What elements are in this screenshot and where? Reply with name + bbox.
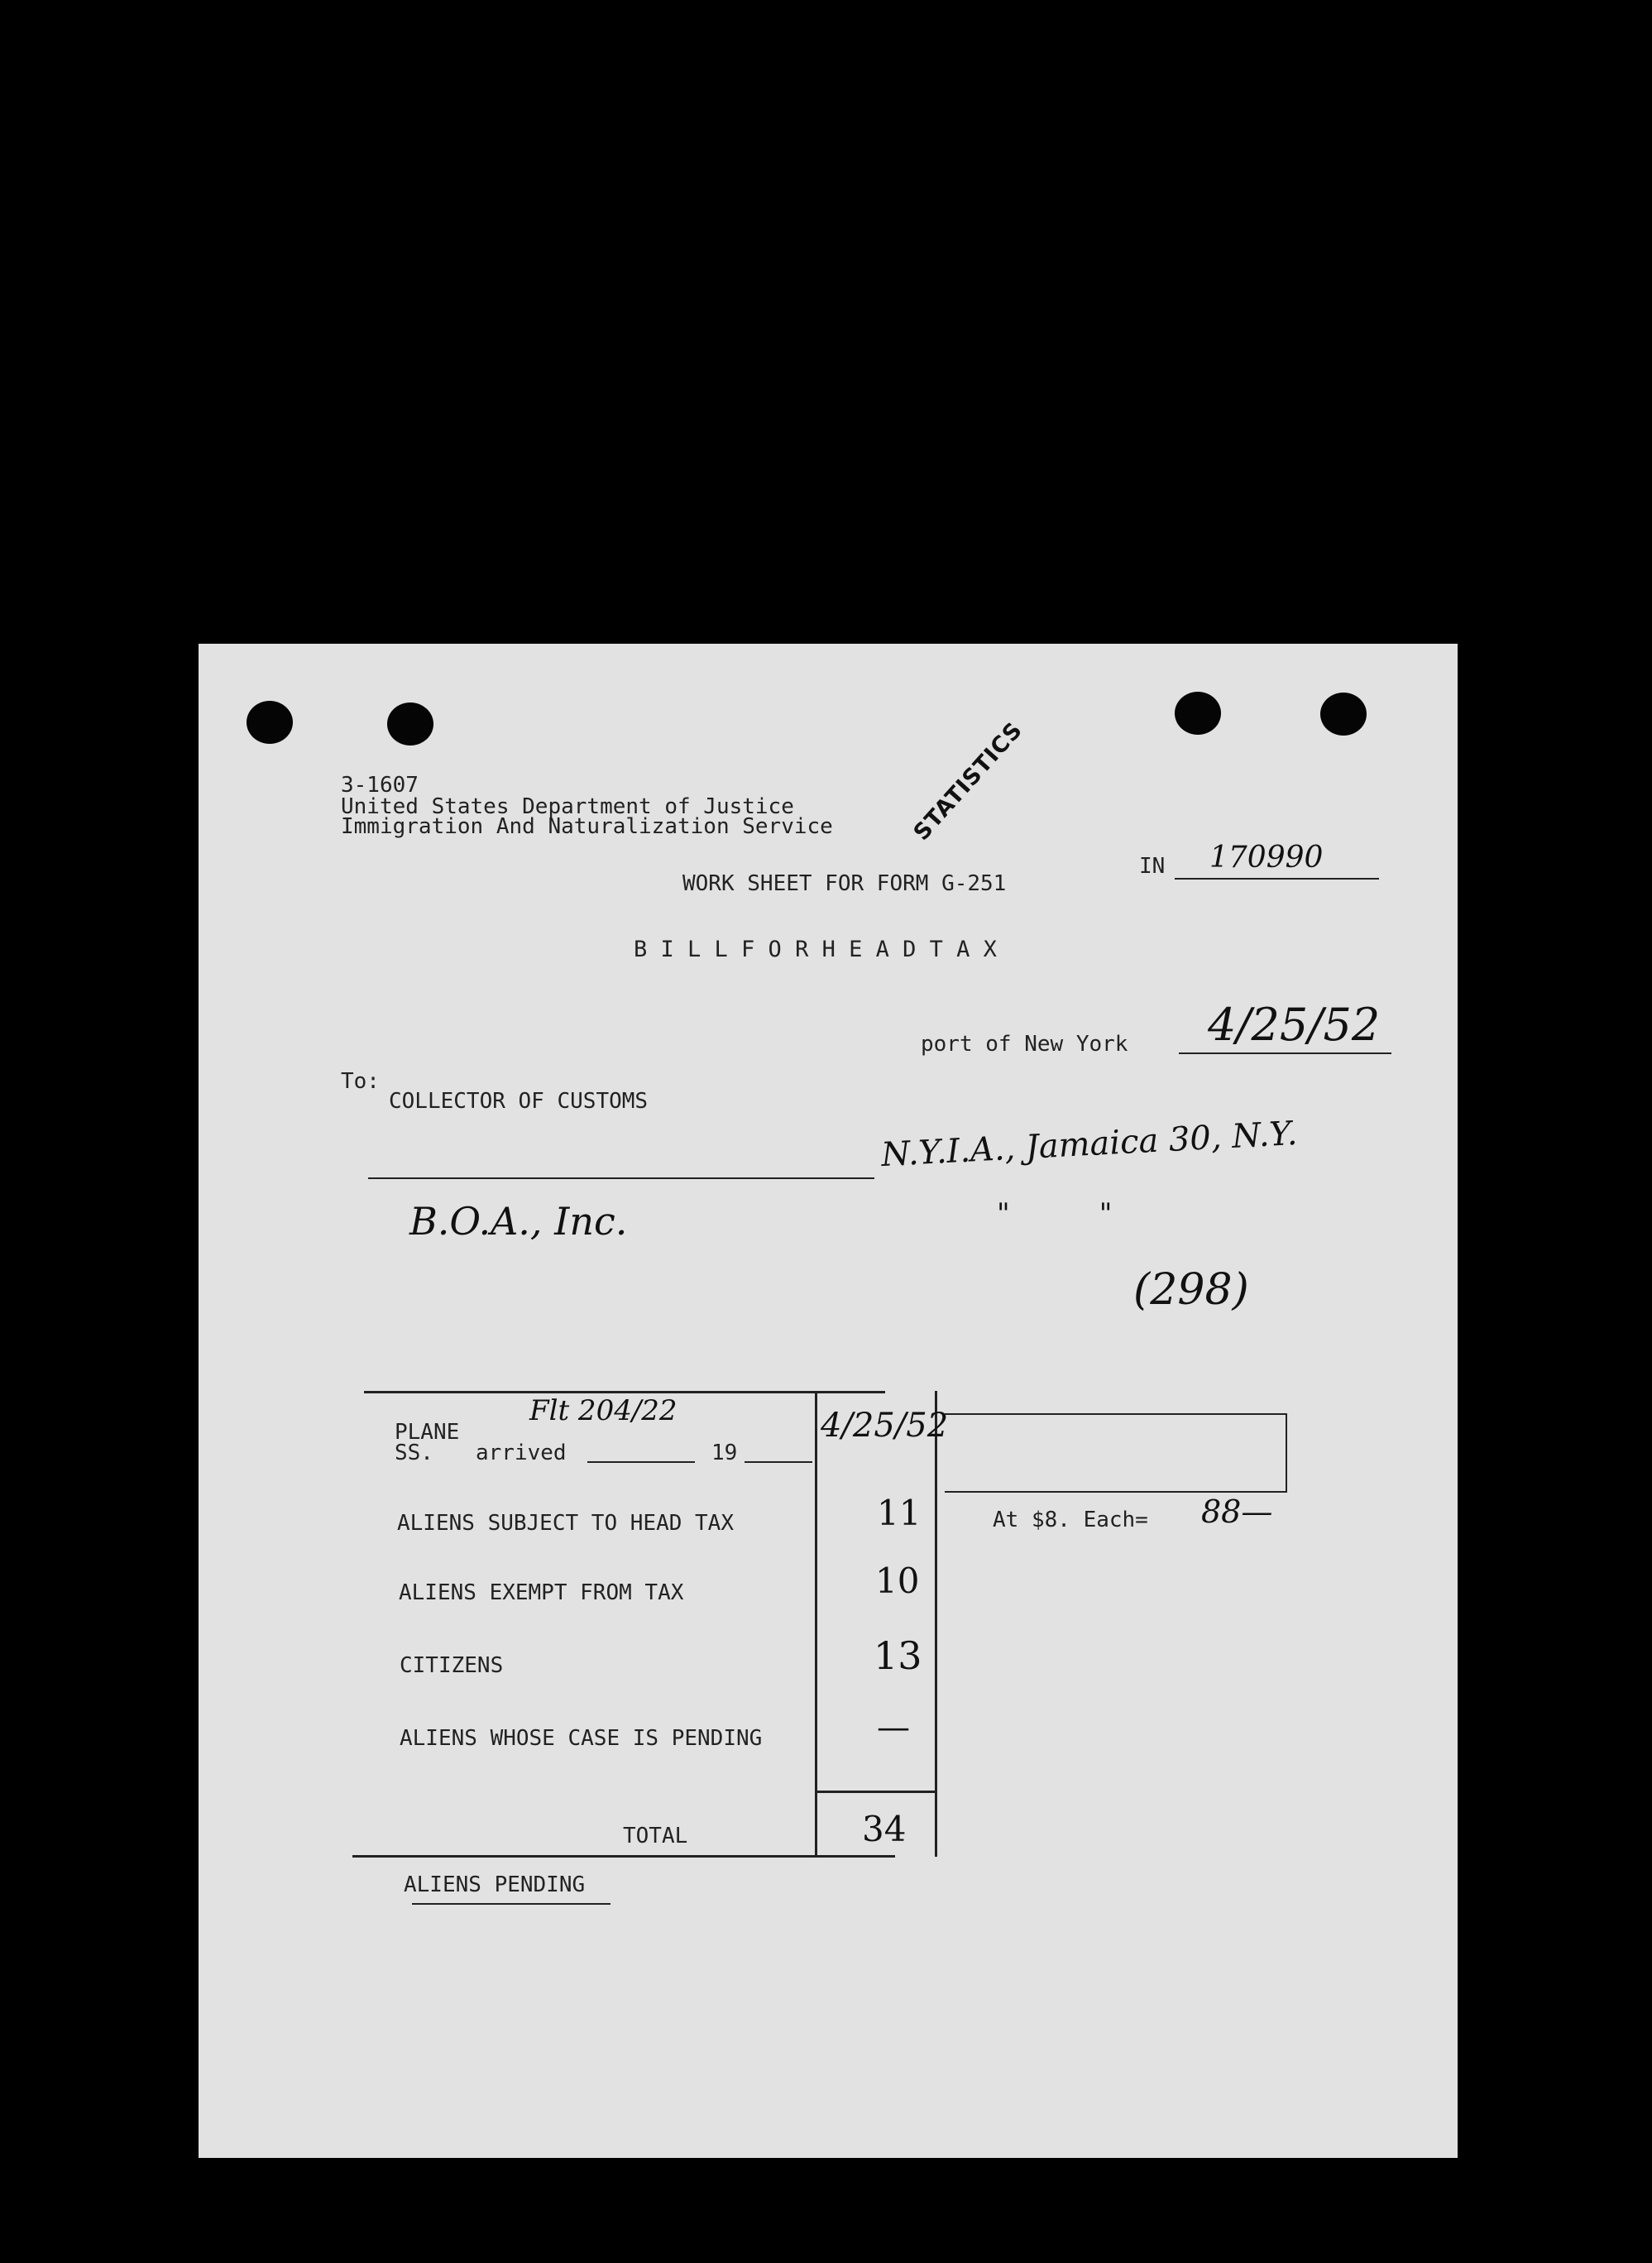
aliens-pending-underline: [412, 1903, 611, 1905]
rate-box: [945, 1413, 1287, 1493]
port-date-line: [1179, 1052, 1391, 1054]
table-bottom-line: [352, 1855, 895, 1858]
total-value: 34: [862, 1809, 907, 1849]
rate-amount: 88—: [1201, 1493, 1273, 1530]
aliens-pending-label: ALIENS PENDING: [404, 1872, 586, 1897]
arrived-label: arrived: [476, 1441, 567, 1465]
column-divider-left: [815, 1391, 817, 1857]
bill-title: B I L L F O R H E A D T A X: [634, 937, 997, 962]
plane-label: PLANE: [395, 1420, 460, 1445]
port-label: port of New York: [921, 1032, 1128, 1057]
row-label: ALIENS WHOSE CASE IS PENDING: [400, 1726, 763, 1751]
worksheet-title: WORK SHEET FOR FORM G-251: [682, 871, 1007, 896]
to-label: To:: [341, 1069, 380, 1094]
row-label: ALIENS EXEMPT FROM TAX: [399, 1580, 684, 1605]
arrival-date: 4/25/52: [821, 1407, 949, 1445]
service-name: Immigration And Naturalization Service: [341, 814, 833, 839]
column-divider-right: [935, 1391, 937, 1857]
arrived-line: [587, 1461, 695, 1463]
statistics-stamp: STATISTICS: [908, 717, 1028, 846]
port-date: 4/25/52: [1208, 999, 1381, 1051]
row-value: 10: [875, 1561, 920, 1601]
ditto-marks: " ": [997, 1197, 1113, 1230]
carrier-name: B.O.A., Inc.: [409, 1199, 628, 1244]
row-label: CITIZENS: [400, 1653, 504, 1678]
in-number-line: [1175, 878, 1379, 880]
punch-hole: [1320, 693, 1367, 736]
ss-label: SS.: [395, 1441, 433, 1465]
department-name: United States Department of Justice: [341, 794, 794, 819]
in-number: 170990: [1209, 841, 1324, 875]
row-value: 13: [874, 1633, 922, 1678]
form-number: 3-1607: [341, 773, 419, 798]
address-line: [368, 1177, 874, 1179]
in-label: IN: [1139, 854, 1166, 879]
document-page: [199, 644, 1458, 2158]
year-line: [745, 1461, 812, 1463]
table-top-line: [364, 1391, 885, 1393]
punch-hole: [1175, 692, 1221, 735]
row-label: ALIENS SUBJECT TO HEAD TAX: [397, 1511, 734, 1536]
total-label: TOTAL: [623, 1824, 688, 1848]
total-line: [815, 1791, 937, 1793]
punch-hole: [387, 702, 433, 746]
carrier-location: N.Y.I.A., Jamaica 30, N.Y.: [880, 1114, 1299, 1175]
rate-label: At $8. Each=: [993, 1508, 1148, 1532]
punch-hole: [247, 701, 293, 744]
flight-number: Flt 204/22: [529, 1394, 678, 1427]
row-value: 11: [877, 1493, 922, 1533]
row-value: —: [877, 1709, 910, 1747]
year-label: 19: [711, 1441, 738, 1465]
collector-label: COLLECTOR OF CUSTOMS: [389, 1089, 649, 1114]
reference-number: (298): [1133, 1265, 1249, 1315]
